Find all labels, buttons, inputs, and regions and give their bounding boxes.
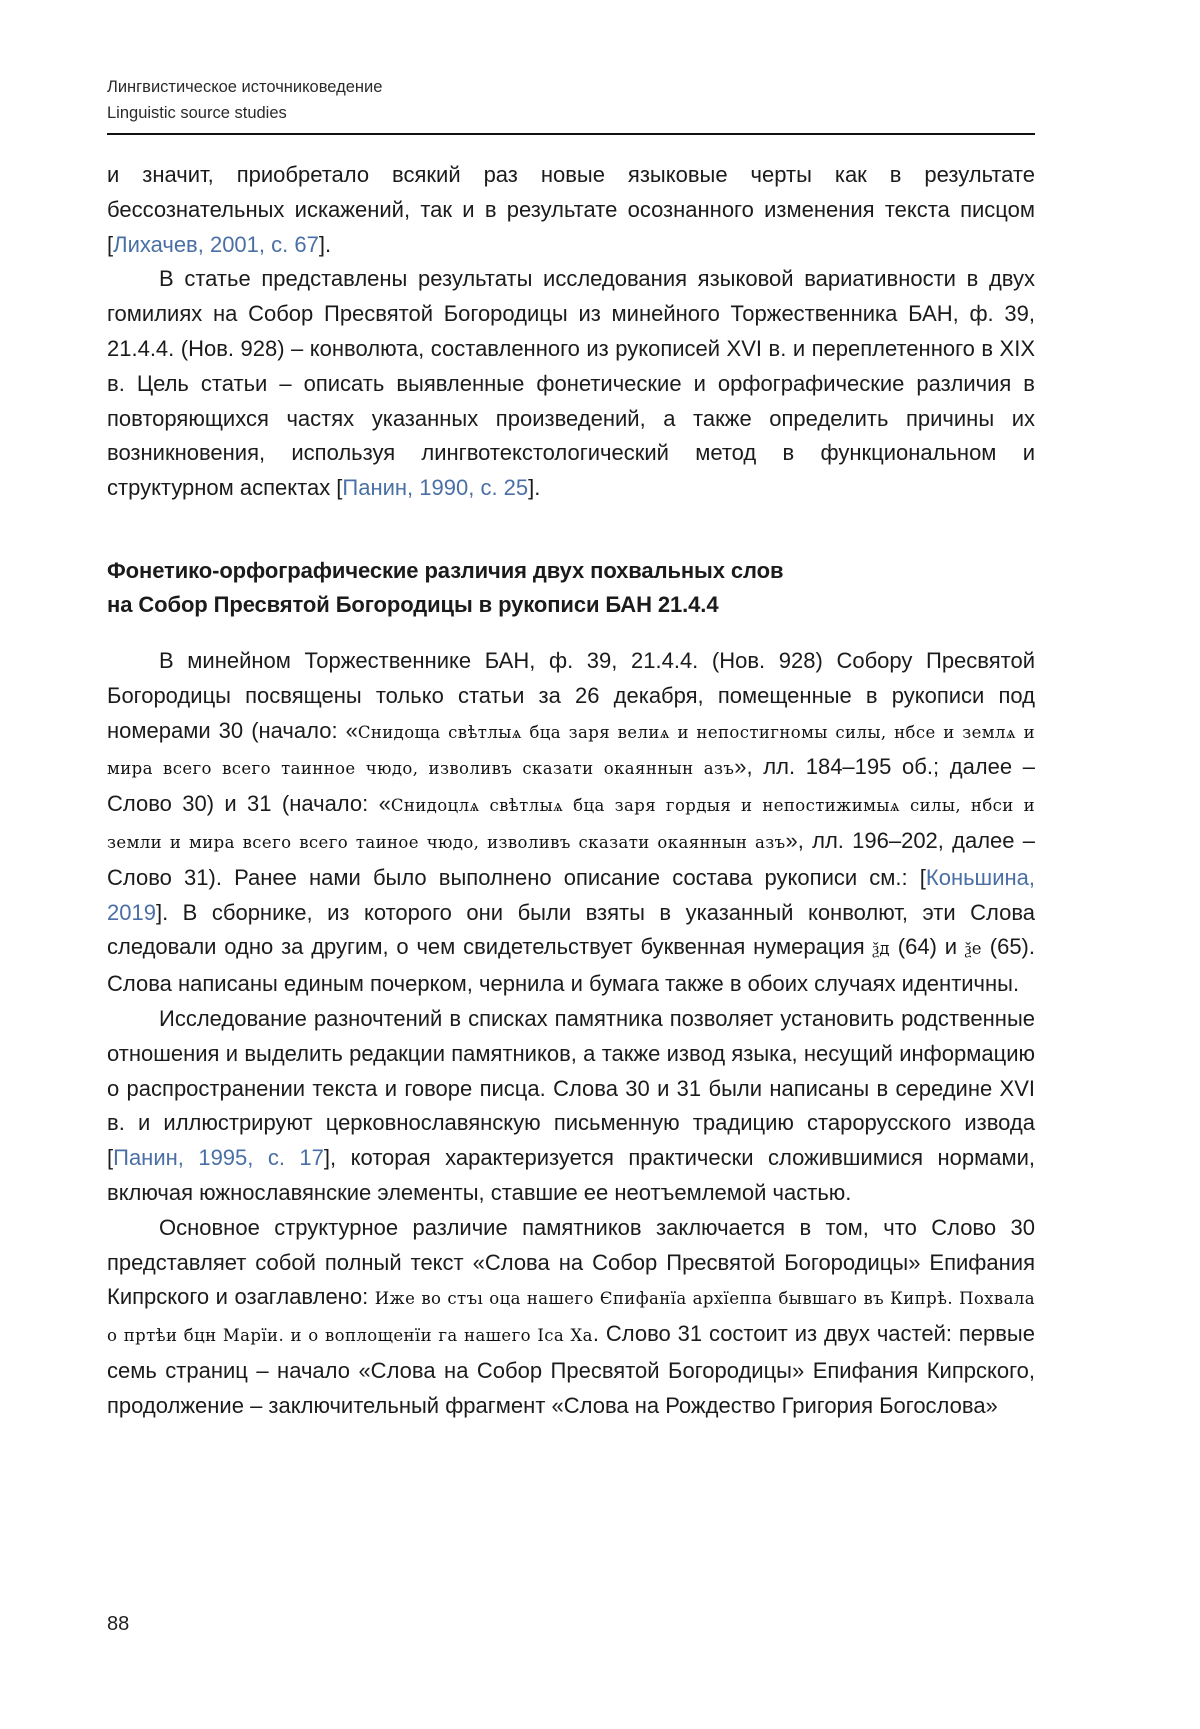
text-run: . Слово 31 состоит из двух частей: первые семь страниц – начало «Слова на Собор Пресвятой Богородицы» Епифания Кипрского, продолжение – заключительный фрагмент «Слова на Рождество Григория Богослова» [107,1321,1035,1418]
section-heading-line-1: Фонетико-орфографические различия двух похвальных слов [107,557,784,583]
journal-page [107,0,1035,1729]
text-run: и значит, приобретало всякий раз новые языковые черты как в результате бессознательных искажений, так и в результате осознанного изменения текста писцом [ [107,162,1035,257]
intro-paragraph-2 [107,262,1035,506]
text-run: Исследование разночтений в списках памятника позволяет установить родственные отношения и выделить редакции памятников, а также извод языка, несущий информацию о распространении текста и говоре писца. Слова 30 и 31 были написаны в середине XVI в. и иллюстрируют церковнославянскую письменную традицию старорусского извода [ [107,1005,1035,1171]
running-head-ru: Лингвистическое источниковедение [107,78,383,96]
text-run: (65). Слова написаны единым почерком, чернила и бумага также в обоих случаях идентичны. [107,934,1035,997]
church-slavonic-quote: Снидоща свѣтлыѧ бца заря велиѧ и непостигномы силы, нбсе и землѧ и мира всего всего таинное чюдо, изволивъ сказати окаяннын азъ [107,722,1035,779]
text-run: В минейном Торжественнике БАН, ф. 39, 21.4.4. (Нов. 928) Собору Пресвятой Богородицы посвящены только статьи за 26 декабря, помещенные в рукописи под номерами 30 (начало: « [107,647,1035,743]
text-run: Основное структурное различие памятников заключается в том, что Слово 30 представляет собой полный текст «Слова на Собор Пресвятой Богородицы» Епифания Кипрского и озаглавлено: [107,1214,1035,1310]
article-body [107,158,1035,1424]
citation-link[interactable]: Лихачев, 2001, с. 67 [113,231,319,257]
section-paragraph-2 [107,1002,1035,1211]
text-run: ]. [318,231,332,257]
cyrillic-numeral: ѯе [964,939,982,959]
church-slavonic-title: Иже во стъı оца нашего Єпифанїа архїеппа бывшаго въ Кипрѣ. Похвала о пртѣи бцн Марїи. и о воплощенїи га нашего Іса Ха [107,1289,1035,1346]
citation-link[interactable]: Панин, 1995, с. 17 [113,1145,324,1171]
section-paragraph-3 [107,1211,1035,1424]
text-run: ], которая характеризуется практически сложившимися нормами, включая южнославянские элементы, ставшие ее неотъемлемой частью. [107,1145,1035,1205]
header-rule [107,133,1035,135]
page-number: 88 [107,1613,130,1635]
church-slavonic-quote: Снидоцлѧ свѣтлыѧ бца заря гордыя и непостижимыѧ силы, нбси и земли и мира всего всего таиное чюдо, изволивъ сказати окаяннын азъ [107,796,1035,852]
cyrillic-numeral: ѯд [872,939,890,959]
intro-paragraph-1 [107,158,1035,262]
citation-link[interactable]: Коньшина, 2019 [107,864,1035,925]
text-run: (64) и [889,934,965,960]
text-run: », лл. 184–195 об.; далее – Слово 30) и 31 (начало: « [107,754,1035,817]
text-run: ]. [528,475,541,501]
section-heading [107,554,1035,622]
running-head [107,74,382,126]
section-paragraph-1 [107,644,1035,1002]
text-run: », лл. 196–202, далее – Слово 31). Ранее нами было выполнено описание состава рукописи см.: [ [107,827,1035,890]
text-run: В статье представлены результаты исследования языковой вариативности в двух гомилиях на Собор Пресвятой Богородицы из минейного Торжественника БАН, ф. 39, 21.4.4. (Нов. 928) – конволюта, составленного из рукописей XVI в. и переплетенного в XIX в. Цель статьи – описать выявленные фонетические и орфографические различия в повторяющихся частях указанных произведений, а также определить причины их возникновения, используя лингвотекстологический метод в функциональном и структурном аспектах [ [107,266,1035,501]
text-run: ]. В сборнике, из которого они были взяты в указанный конволют, эти Слова следовали одно за другим, о чем свидетельствует буквенная нумерация [107,899,1035,960]
running-head-en: Linguistic source studies [107,104,287,122]
citation-link[interactable]: Панин, 1990, с. 25 [342,475,529,501]
section-heading-line-2: на Собор Пресвятой Богородицы в рукописи БАН 21.4.4 [107,591,719,617]
